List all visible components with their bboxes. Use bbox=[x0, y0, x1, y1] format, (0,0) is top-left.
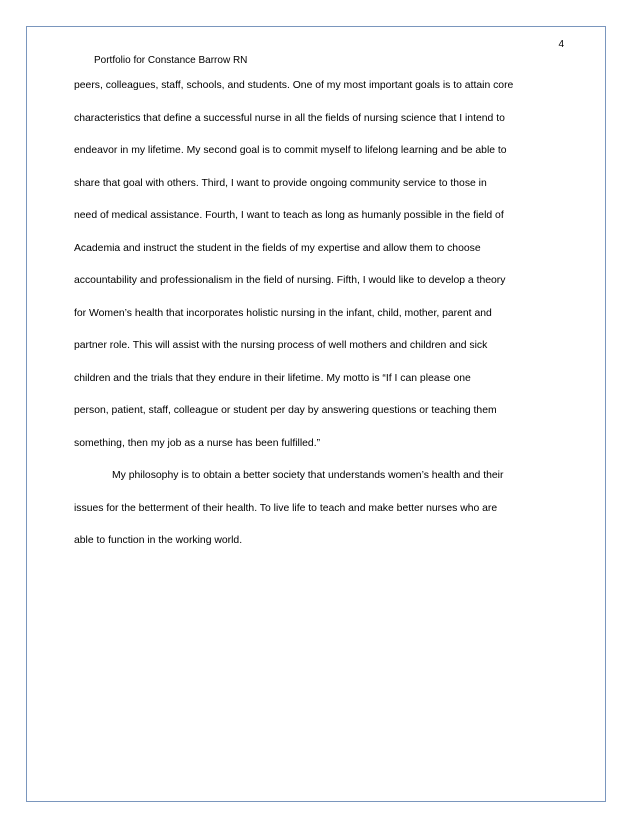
text-line: need of medical assistance. Fourth, I want to teach as long as humanly possible in the field of bbox=[74, 210, 504, 221]
text-line: characteristics that define a successful nurse in all the fields of nursing science that I intend to bbox=[74, 112, 505, 124]
text-line: children and the trials that they endure in their lifetime. My motto is “If I can please one bbox=[74, 372, 471, 384]
text-line: partner role. This will assist with the nursing process of well mothers and children and sick bbox=[74, 340, 488, 351]
text-line: share that goal with others. Third, I want to provide ongoing community service to those in bbox=[74, 177, 487, 189]
text-line: peers, colleagues, staff, schools, and students. One of my most important goals is to attain core bbox=[74, 80, 514, 91]
page-number: 4 bbox=[558, 39, 564, 50]
text-line: something, then my job as a nurse has been fulfilled.” bbox=[74, 437, 321, 449]
running-head: Portfolio for Constance Barrow RN bbox=[94, 55, 248, 66]
text-line: for Women’s health that incorporates holistic nursing in the infant, child, mother, parent and bbox=[74, 307, 492, 319]
text-line: able to function in the working world. bbox=[74, 535, 243, 546]
text-line: Academia and instruct the student in the fields of my expertise and allow them to choose bbox=[74, 242, 481, 254]
text-line: accountability and professionalism in the field of nursing. Fifth, I would like to develop a theory bbox=[74, 275, 506, 286]
text-line: My philosophy is to obtain a better society that understands women’s health and their bbox=[112, 470, 504, 481]
text-line: issues for the betterment of their health. To live life to teach and make better nurses who are bbox=[74, 502, 498, 514]
paragraph-1 bbox=[74, 70, 574, 460]
paragraph-2 bbox=[74, 460, 574, 558]
text-line: person, patient, staff, colleague or student per day by answering questions or teaching them bbox=[74, 405, 497, 416]
text-line: endeavor in my lifetime. My second goal is to commit myself to lifelong learning and be able to bbox=[74, 145, 507, 156]
body-text bbox=[74, 70, 574, 558]
